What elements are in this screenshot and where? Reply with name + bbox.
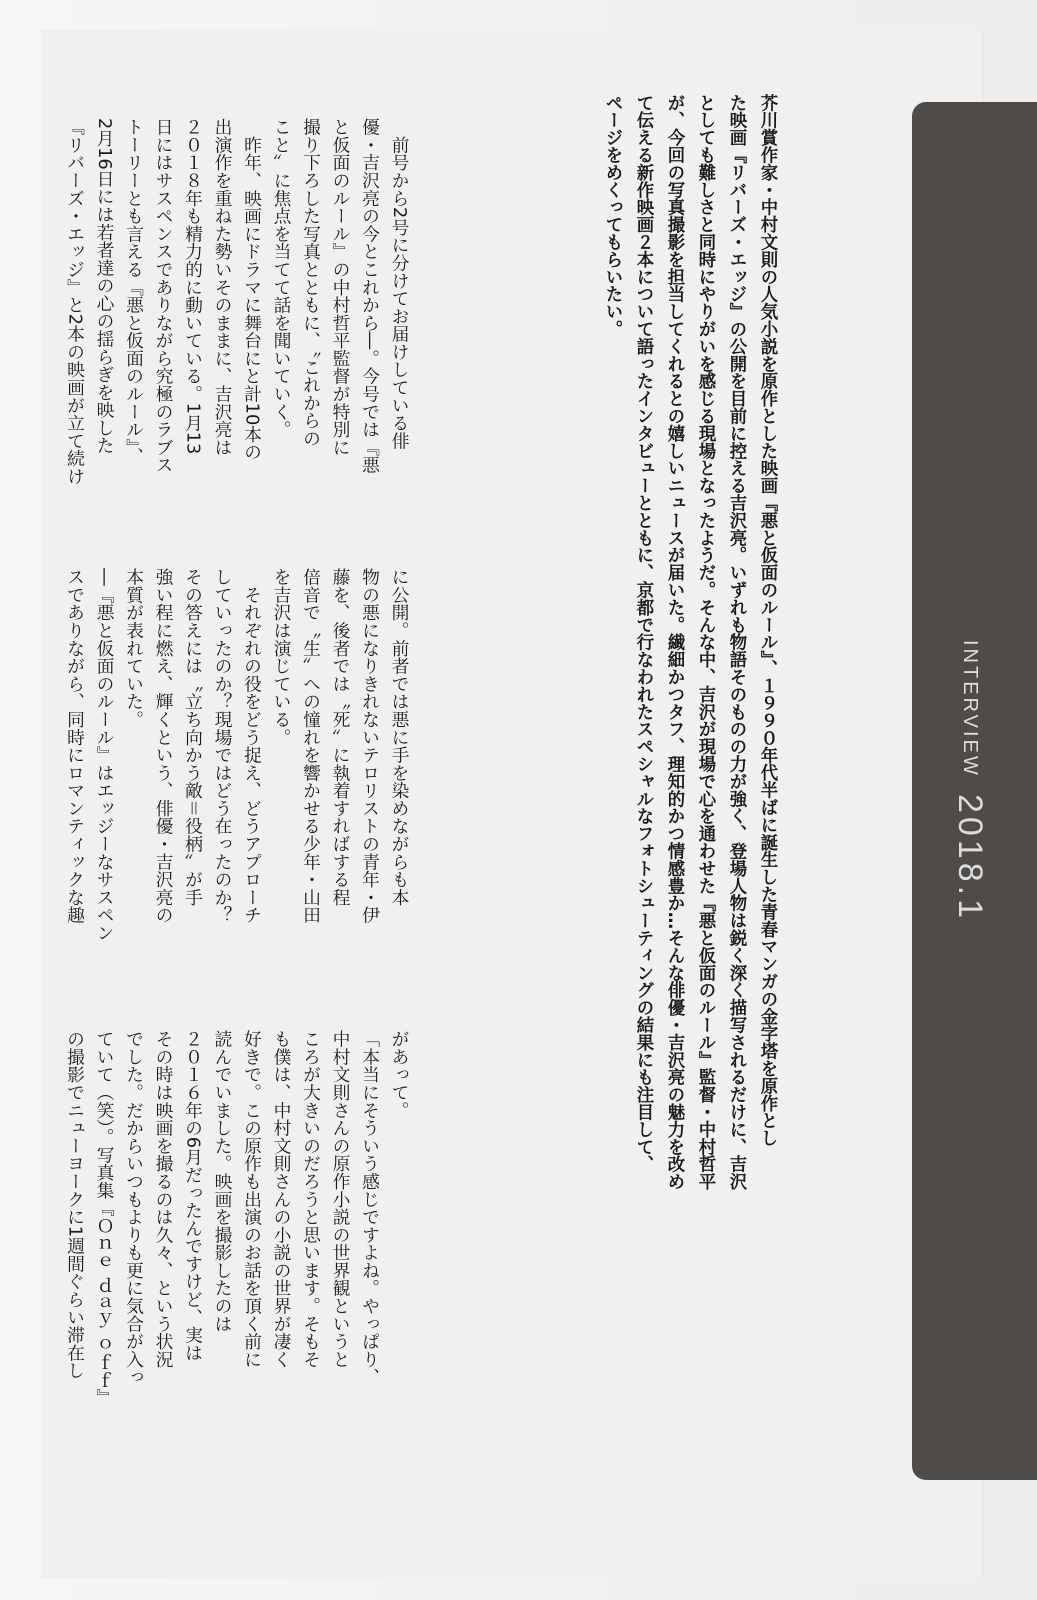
body-line: 中村文則さんの原作小説の世界観というと bbox=[330, 1030, 351, 1369]
body-line: トーリーとも言える『悪と仮面のルール』、 bbox=[123, 118, 145, 465]
body-line: 日にはサスペンスでありながら究極のラブス bbox=[153, 118, 174, 474]
body-line: 物の悪になりきれないテロリストの青年・伊 bbox=[359, 568, 381, 924]
body-column-2 bbox=[60, 568, 414, 978]
section-label-group bbox=[950, 640, 989, 922]
body-line: 2月16日には若者達の心の揺らぎを映した bbox=[94, 118, 115, 455]
body-line: も僕は、中村文則さんの小説の世界が凄く bbox=[271, 1030, 292, 1369]
body-line: ２０１６年の6月だったんですけど、実は bbox=[182, 1030, 204, 1362]
body-line: に公開。前者では悪に手を染めながらも本 bbox=[389, 568, 410, 907]
body-line: その答えには〝立ち向かう敵＝役柄〟が手 bbox=[182, 568, 204, 907]
body-line: それぞれの役をどう捉え、どうアプローチ bbox=[241, 568, 263, 924]
body-column-1 bbox=[60, 118, 414, 528]
issue-date: 2018.1 bbox=[951, 794, 989, 923]
body-column-3 bbox=[60, 1030, 414, 1440]
lead-line: た映画『リバーズ・エッジ』の公開を目前に控える吉沢亮。いずれも物語そのものの力が強く、登場人物は鋭く深く描写されるだけに、吉沢 bbox=[726, 94, 746, 1191]
body-line: 出演作を重ねた勢いそのままに、吉沢亮は bbox=[212, 118, 233, 457]
lead-paragraph bbox=[596, 94, 782, 1484]
body-line: ―『悪と仮面のルール』はエッジーなサスペン bbox=[94, 568, 115, 942]
body-line: こと〟に焦点を当てて話を聞いていく。 bbox=[271, 118, 292, 439]
body-line: ころが大きいのだろうと思います。そもそ bbox=[300, 1030, 322, 1369]
body-line: 前号から2号に分けてお届けしている俳 bbox=[389, 118, 410, 450]
lead-line: て伝える新作映画２本について語ったインタビューとともに、京都で行なわれたスペシャルなフォトシューティングの結果にも注目して、 bbox=[633, 94, 653, 1173]
lead-line: 芥川賞作家・中村文則の人気小説を原作とした映画『悪と仮面のルール』、１９９０年代半ばに誕生した青春マンガの金字塔を原作とし bbox=[757, 94, 777, 1147]
body-line: 優・吉沢亮の今とこれから―。今号では『悪 bbox=[359, 118, 381, 474]
body-line: 読んでいました。映画を撮影したのは bbox=[212, 1030, 233, 1333]
section-label: INTERVIEW bbox=[959, 640, 981, 778]
body-line: ２０１８年も精力的に動いている。1月13 bbox=[182, 118, 204, 455]
body-line: があって。 bbox=[389, 1030, 410, 1119]
body-line: と仮面のルール』の中村哲平監督が特別に bbox=[330, 118, 351, 457]
body-line: 藤を、後者では〝死〟に執着すればする程 bbox=[330, 568, 351, 907]
body-line: でした。だからいつもよりも更に気合が入っ bbox=[123, 1030, 145, 1386]
lead-line: が、今回の写真撮影を担当してくれるとの嬉しいニュースが届いた。繊細かつタフ、理知的かつ情感豊か…そんな俳優・吉沢亮の魅力を改め bbox=[664, 94, 684, 1191]
lead-line: としても難しさと同時にやりがいを感じる現場となったようだ。そんな中、吉沢が現場で心を通わせた『悪と仮面のルール』監督・中村哲平 bbox=[695, 94, 715, 1191]
lead-line: ページをめくってもらいたい。 bbox=[602, 94, 622, 338]
body-line: 本質が表れていた。 bbox=[123, 568, 145, 729]
body-line: 撮り下ろした写真とともに、〝これからの bbox=[300, 118, 322, 448]
body-line: していったのか？現場ではどう在ったのか？ bbox=[212, 568, 233, 924]
body-line: 倍音で〝生〟への憧れを響かせる少年・山田 bbox=[300, 568, 322, 924]
body-line: ていて（笑）。写真集『Ｏｎｅ ｄａｙ ｏｆｆ』 bbox=[94, 1030, 115, 1406]
body-line: その時は映画を撮るのは久々、という状況 bbox=[153, 1030, 174, 1369]
body-line: 好きで。この原作も出演のお話を頂く前に bbox=[241, 1030, 263, 1369]
body-line: 強い程に燃え、輝くという、俳優・吉沢亮の bbox=[153, 568, 174, 924]
body-line: の撮影でニューヨークに1週間ぐらい滞在し bbox=[64, 1030, 86, 1380]
body-line: 「本当にそういう感じですよね。やっぱり、 bbox=[359, 1030, 381, 1386]
body-line: スでありながら、同時にロマンティックな趣 bbox=[64, 568, 86, 924]
body-line: を吉沢は演じている。 bbox=[271, 568, 292, 746]
body-line: 『リバーズ・エッジ』と2本の映画が立て続け bbox=[64, 118, 86, 486]
body-line: 昨年、映画にドラマに舞台にと計10本の bbox=[241, 118, 263, 461]
